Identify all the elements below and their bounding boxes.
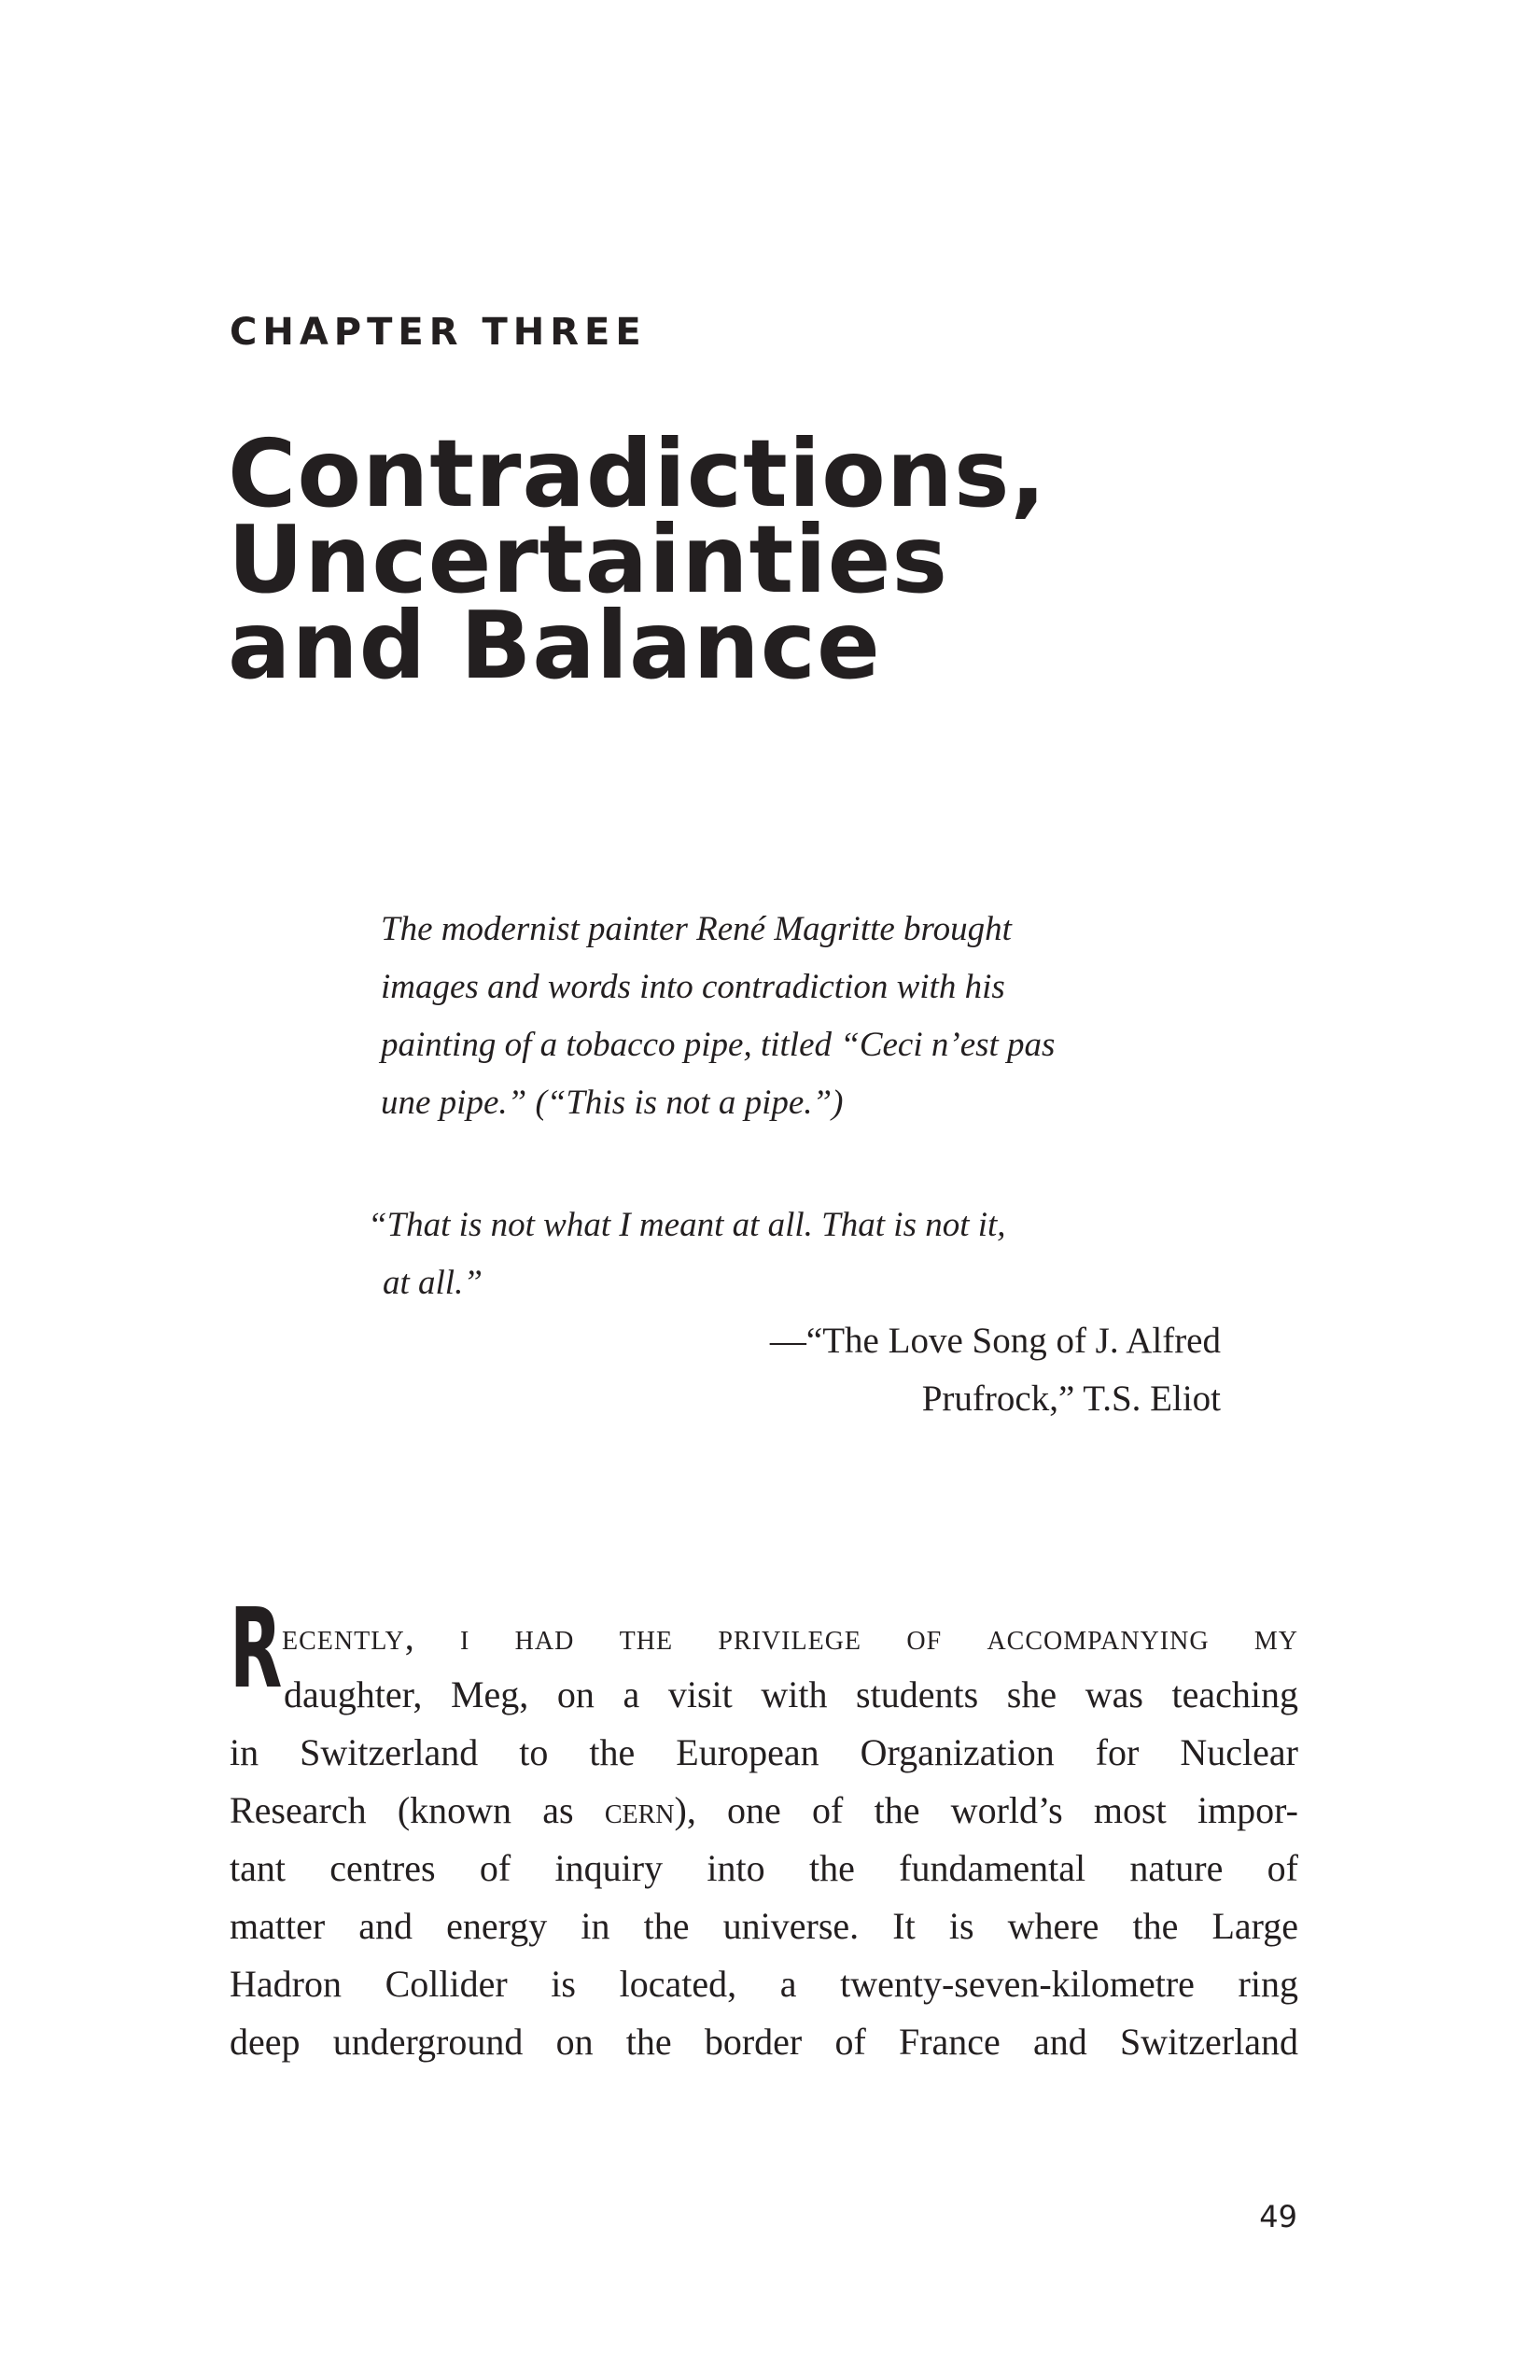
body-line-7: Hadron Collider is located, a twenty-seven-kilometre ring <box>230 1963 1298 2005</box>
body-line-2: daughter, Meg, on a visit with students she was teaching <box>284 1673 1298 1715</box>
body-paragraph <box>230 1608 1298 2071</box>
page-number: 49 <box>1259 2199 1297 2234</box>
chapter-title-line-3: and Balance <box>228 591 881 700</box>
epigraph-line: une pipe.” (“This is not a pipe.”) <box>381 1084 844 1122</box>
body-line-4 <box>230 1782 1298 1840</box>
cern-acronym: cern <box>604 1789 675 1831</box>
drop-cap: R <box>230 1584 283 1713</box>
epigraph-magritte <box>381 901 1221 1132</box>
body-line-5: tant centres of inquiry into the fundamental nature of <box>230 1847 1298 1889</box>
epigraph-attribution <box>567 1312 1221 1428</box>
body-line-1: ecently, i had the privilege of accompanying my <box>282 1616 1298 1658</box>
body-line-4-start: Research (known as <box>230 1789 605 1831</box>
body-line-6: matter and energy in the universe. It is where the Large <box>230 1905 1298 1947</box>
body-line-3: in Switzerland to the European Organization for Nuclear <box>230 1731 1298 1773</box>
body-line-4-end: ), one of the world’s most impor- <box>674 1789 1299 1831</box>
epigraph-line: at all.” <box>383 1264 483 1302</box>
chapter-label: CHAPTER THREE <box>230 311 647 354</box>
chapter-title-line-1: Contradictions, <box>228 419 1047 528</box>
chapter-title-line-2: Uncertainties <box>228 505 948 614</box>
attribution-line: —“The Love Song of J. Alfred <box>769 1321 1221 1361</box>
epigraph-line: painting of a tobacco pipe, titled “Ceci n’est pas <box>381 1026 1056 1064</box>
body-line-8: deep underground on the border of France and Switzerland <box>230 2021 1298 2063</box>
chapter-title <box>228 419 1348 700</box>
attribution-line: Prufrock,” T.S. Eliot <box>921 1379 1221 1419</box>
epigraph-line: images and words into contradiction with his <box>381 968 1005 1006</box>
epigraph-line: “That is not what I meant at all. That is not it, <box>368 1206 1006 1244</box>
epigraph-eliot-quote <box>368 1197 1208 1312</box>
epigraph-line: The modernist painter René Magritte brought <box>381 910 1012 948</box>
